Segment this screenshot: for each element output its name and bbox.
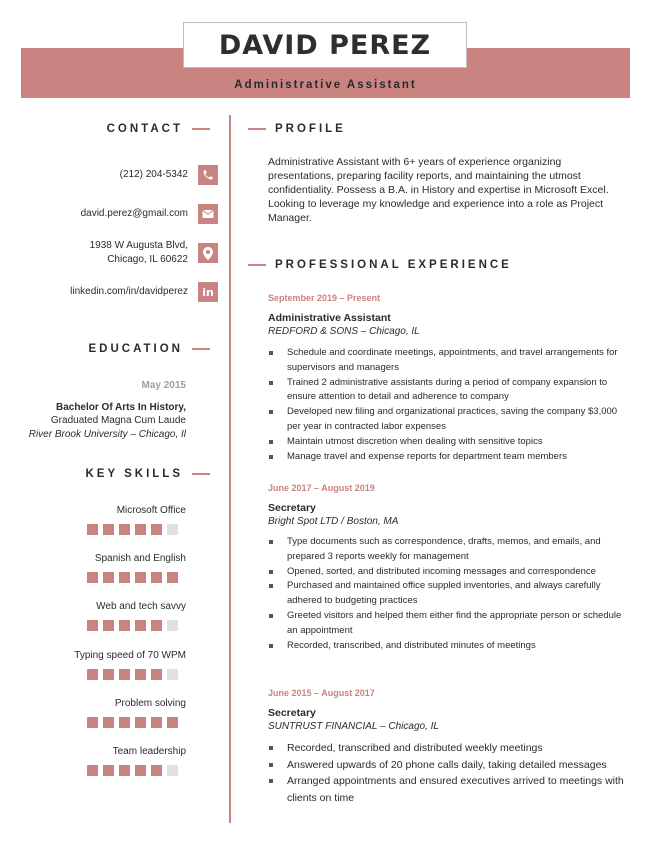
skill-label: Spanish and English (94, 553, 186, 565)
education-school: River Brook University – Chicago, Il (28, 428, 186, 440)
skill-level-filled (151, 765, 162, 776)
skill-level-bar (87, 765, 178, 776)
job-date: June 2015 – August 2017 (268, 688, 375, 698)
skill-level-filled (87, 524, 98, 535)
list-item: Developed new filing and organizational practices, saving the company $3,000 per year in contracted labor expenses (268, 405, 628, 435)
candidate-title: Administrative Assistant (234, 79, 417, 91)
linkedin-icon: in (198, 282, 218, 302)
list-item: Manage travel and expense reports for department team members (268, 450, 628, 465)
linkedin-text: linkedin.com/in/davidperez (70, 286, 188, 297)
job-role: Secretary (268, 502, 316, 514)
skill-level-filled (135, 524, 146, 535)
list-item: Maintain utmost discretion when dealing with sensitive topics (268, 435, 628, 450)
skill-level-filled (135, 669, 146, 680)
skill-level-filled (87, 765, 98, 776)
skill-label: Web and tech savvy (96, 601, 186, 613)
skill-level-bar (87, 669, 178, 680)
list-item: Arranged appointments and ensured executives arrived to meetings with clients on time (268, 773, 628, 806)
skill-level-filled (119, 620, 130, 631)
skill-level-filled (151, 620, 162, 631)
skill-level-filled (87, 620, 98, 631)
contact-phone (120, 168, 188, 182)
skill-level-filled (119, 669, 130, 680)
phone-icon (198, 165, 218, 185)
candidate-name: DAVID PEREZ (218, 29, 432, 61)
email-text: david.perez@gmail.com (80, 208, 188, 219)
education-heading: EDUCATION (88, 343, 210, 355)
experience-heading: PROFESSIONAL EXPERIENCE (248, 259, 512, 271)
skill-level-bar (87, 572, 178, 583)
skill-label: Team leadership (112, 746, 186, 757)
list-item: Greeted visitors and helped them either find the appropriate person or schedule an appointment (268, 609, 628, 639)
skill-level-filled (87, 572, 98, 583)
skill-level-filled (135, 572, 146, 583)
skill-level-filled (151, 717, 162, 728)
education-date: May 2015 (141, 380, 186, 391)
skill-level-bar (87, 524, 178, 535)
skill-level-empty (167, 620, 178, 631)
list-item: Type documents such as correspondence, drafts, memos, and emails, and prepared 3 reports weekly for management (268, 535, 628, 565)
profile-summary: Administrative Assistant with 6+ years of experience organizing presentations, preparing facility reports, and maintaining the utmost confidentiality. Possess a B.A. in History and expertise in Microsoft Excel. Looking to leverage my knowledge and experience into a role as Project Manager. (268, 156, 609, 224)
contact-email (81, 207, 188, 221)
skill-level-filled (103, 524, 114, 535)
job-date: September 2019 – Present (268, 293, 381, 303)
skill-level-filled (103, 669, 114, 680)
profile-heading: PROFILE (248, 123, 346, 135)
name-box (183, 22, 467, 68)
skill-level-filled (119, 572, 130, 583)
skill-level-filled (167, 572, 178, 583)
skill-level-filled (119, 765, 130, 776)
job-bullets (268, 535, 628, 653)
contact-linkedin (70, 285, 214, 299)
phone-text: (212) 204-5342 (119, 169, 188, 180)
list-item: Purchased and maintained office suppled inventories, and always carefully adhered to budgeting practices (268, 579, 628, 609)
job-company: SUNTRUST FINANCIAL – Chicago, IL (268, 721, 439, 732)
skill-level-filled (87, 669, 98, 680)
job-bullets (268, 346, 628, 464)
skill-label: Problem solving (114, 697, 186, 709)
location-pin-icon (198, 243, 218, 263)
skills-heading: KEY SKILLS (85, 468, 210, 480)
skill-level-filled (151, 572, 162, 583)
education-entry (29, 379, 186, 441)
list-item: Recorded, transcribed, and distributed minutes of meetings (268, 639, 628, 654)
job-company: Bright Spot LTD / Boston, MA (268, 516, 399, 527)
skill-level-filled (103, 620, 114, 631)
list-item: Recorded, transcribed and distributed weekly meetings (268, 740, 628, 757)
job-role: Secretary (268, 707, 316, 719)
skill-level-filled (135, 765, 146, 776)
address-text: 1938 W Augusta Blvd, Chicago, IL 60622 (89, 240, 188, 265)
job-bullets (268, 740, 628, 806)
skill-level-empty (167, 524, 178, 535)
skill-level-filled (151, 669, 162, 680)
education-degree: Bachelor Of Arts In History, (55, 401, 186, 413)
skill-level-bar (87, 620, 178, 631)
skill-level-filled (103, 717, 114, 728)
skill-level-filled (135, 620, 146, 631)
list-item: Opened, sorted, and distributed incoming messages and correspondence (268, 565, 628, 580)
skill-level-empty (167, 669, 178, 680)
contact-heading: CONTACT (107, 123, 210, 135)
skill-level-filled (103, 572, 114, 583)
skill-level-bar (87, 717, 178, 728)
job-company: REDFORD & SONS – Chicago, IL (268, 326, 420, 337)
job-date: June 2017 – August 2019 (268, 483, 375, 493)
list-item: Answered upwards of 20 phone calls daily, taking detailed messages (268, 757, 628, 774)
skill-label: Microsoft Office (116, 505, 186, 516)
email-icon (198, 204, 218, 224)
skill-label: Typing speed of 70 WPM (74, 649, 186, 661)
skill-level-filled (119, 717, 130, 728)
job-role: Administrative Assistant (268, 312, 391, 324)
list-item: Trained 2 administrative assistants during a period of company expansion to ensure attention to detail and adherence to company (268, 376, 628, 406)
contact-address (90, 239, 188, 267)
skill-level-filled (119, 524, 130, 535)
list-item: Schedule and coordinate meetings, appointments, and travel arrangements for supervisors and managers (268, 346, 628, 376)
skill-level-filled (103, 765, 114, 776)
skill-level-filled (151, 524, 162, 535)
education-honors: Graduated Magna Cum Laude (50, 415, 186, 426)
skill-level-filled (167, 717, 178, 728)
skill-level-filled (135, 717, 146, 728)
skill-level-empty (167, 765, 178, 776)
column-divider (229, 115, 231, 823)
skill-level-filled (87, 717, 98, 728)
